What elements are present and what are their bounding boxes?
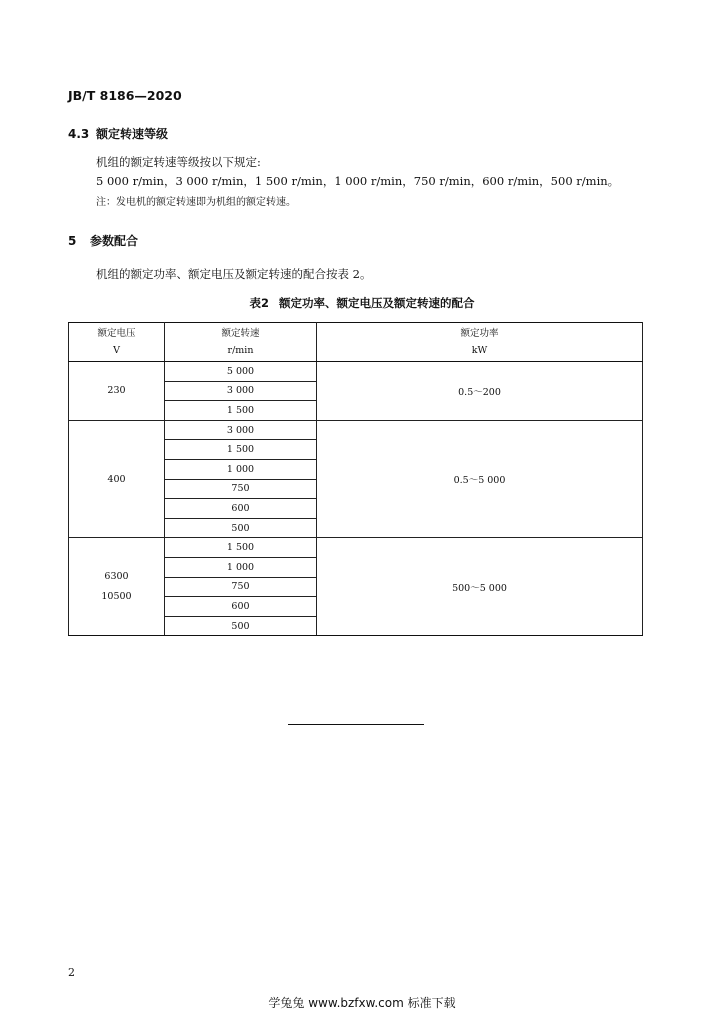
table-label: 表2: [249, 296, 269, 310]
end-rule: [288, 724, 424, 725]
header-label: 额定转速: [221, 328, 260, 339]
section-title: 参数配合: [90, 234, 139, 248]
speed-cell: 1 000: [165, 557, 317, 577]
header-voltage: [69, 323, 165, 362]
section-4-3-heading: [68, 125, 168, 142]
page-number: 2: [68, 966, 75, 979]
section-title: 额定转速等级: [96, 127, 169, 141]
voltage-value: 230: [107, 385, 126, 397]
header-unit: r/min: [227, 345, 254, 356]
speed-cell: 1 500: [165, 440, 317, 460]
header-label: 额定功率: [460, 328, 499, 339]
voltage-value: 10500: [101, 590, 132, 602]
table-row: [69, 362, 643, 382]
voltage-cell: [69, 538, 165, 636]
section-5-heading: [68, 232, 138, 249]
speed-cell: 500: [165, 518, 317, 538]
table-caption: [0, 295, 724, 311]
speed-cell: 1 500: [165, 538, 317, 558]
parameter-table: [68, 322, 643, 636]
power-cell: 0.5～200: [317, 362, 643, 421]
header-label: 额定电压: [97, 328, 136, 339]
speed-intro-text: 机组的额定转速等级按以下规定:: [96, 155, 261, 169]
power-cell: 0.5～5 000: [317, 420, 643, 538]
table-row: [69, 538, 643, 558]
speed-cell: 3 000: [165, 381, 317, 401]
header-speed: [165, 323, 317, 362]
header-power: [317, 323, 643, 362]
speed-cell: 750: [165, 577, 317, 597]
standard-code: JB/T 8186—2020: [68, 88, 182, 103]
speed-cell: 750: [165, 479, 317, 499]
speed-values-text: 5 000 r/min，3 000 r/min，1 500 r/min，1 000 r/min，750 r/min，600 r/min，500 r/min。: [96, 174, 620, 188]
speed-note: 注：发电机的额定转速即为机组的额定转速。: [96, 197, 296, 208]
speed-cell: 5 000: [165, 362, 317, 382]
parameter-text: 机组的额定功率、额定电压及额定转速的配合按表 2。: [96, 267, 372, 281]
header-unit: kW: [471, 345, 488, 356]
speed-cell: 3 000: [165, 420, 317, 440]
power-cell: 500～5 000: [317, 538, 643, 636]
header-unit: V: [113, 345, 120, 356]
voltage-value: 400: [107, 473, 126, 485]
section-number: 4.3: [68, 127, 90, 141]
speed-cell: 1 500: [165, 401, 317, 421]
speed-cell: 600: [165, 597, 317, 617]
table-title: 额定功率、额定电压及额定转速的配合: [279, 296, 475, 310]
voltage-cell: [69, 362, 165, 421]
speed-cell: 1 000: [165, 459, 317, 479]
section-number: 5: [68, 234, 77, 248]
speed-cell: 500: [165, 616, 317, 636]
footer-watermark: 学兔兔 www.bzfxw.com 标准下载: [268, 996, 456, 1010]
speed-cell: 600: [165, 499, 317, 519]
voltage-cell: [69, 420, 165, 538]
voltage-value: 6300: [104, 570, 129, 582]
table-row: [69, 420, 643, 440]
